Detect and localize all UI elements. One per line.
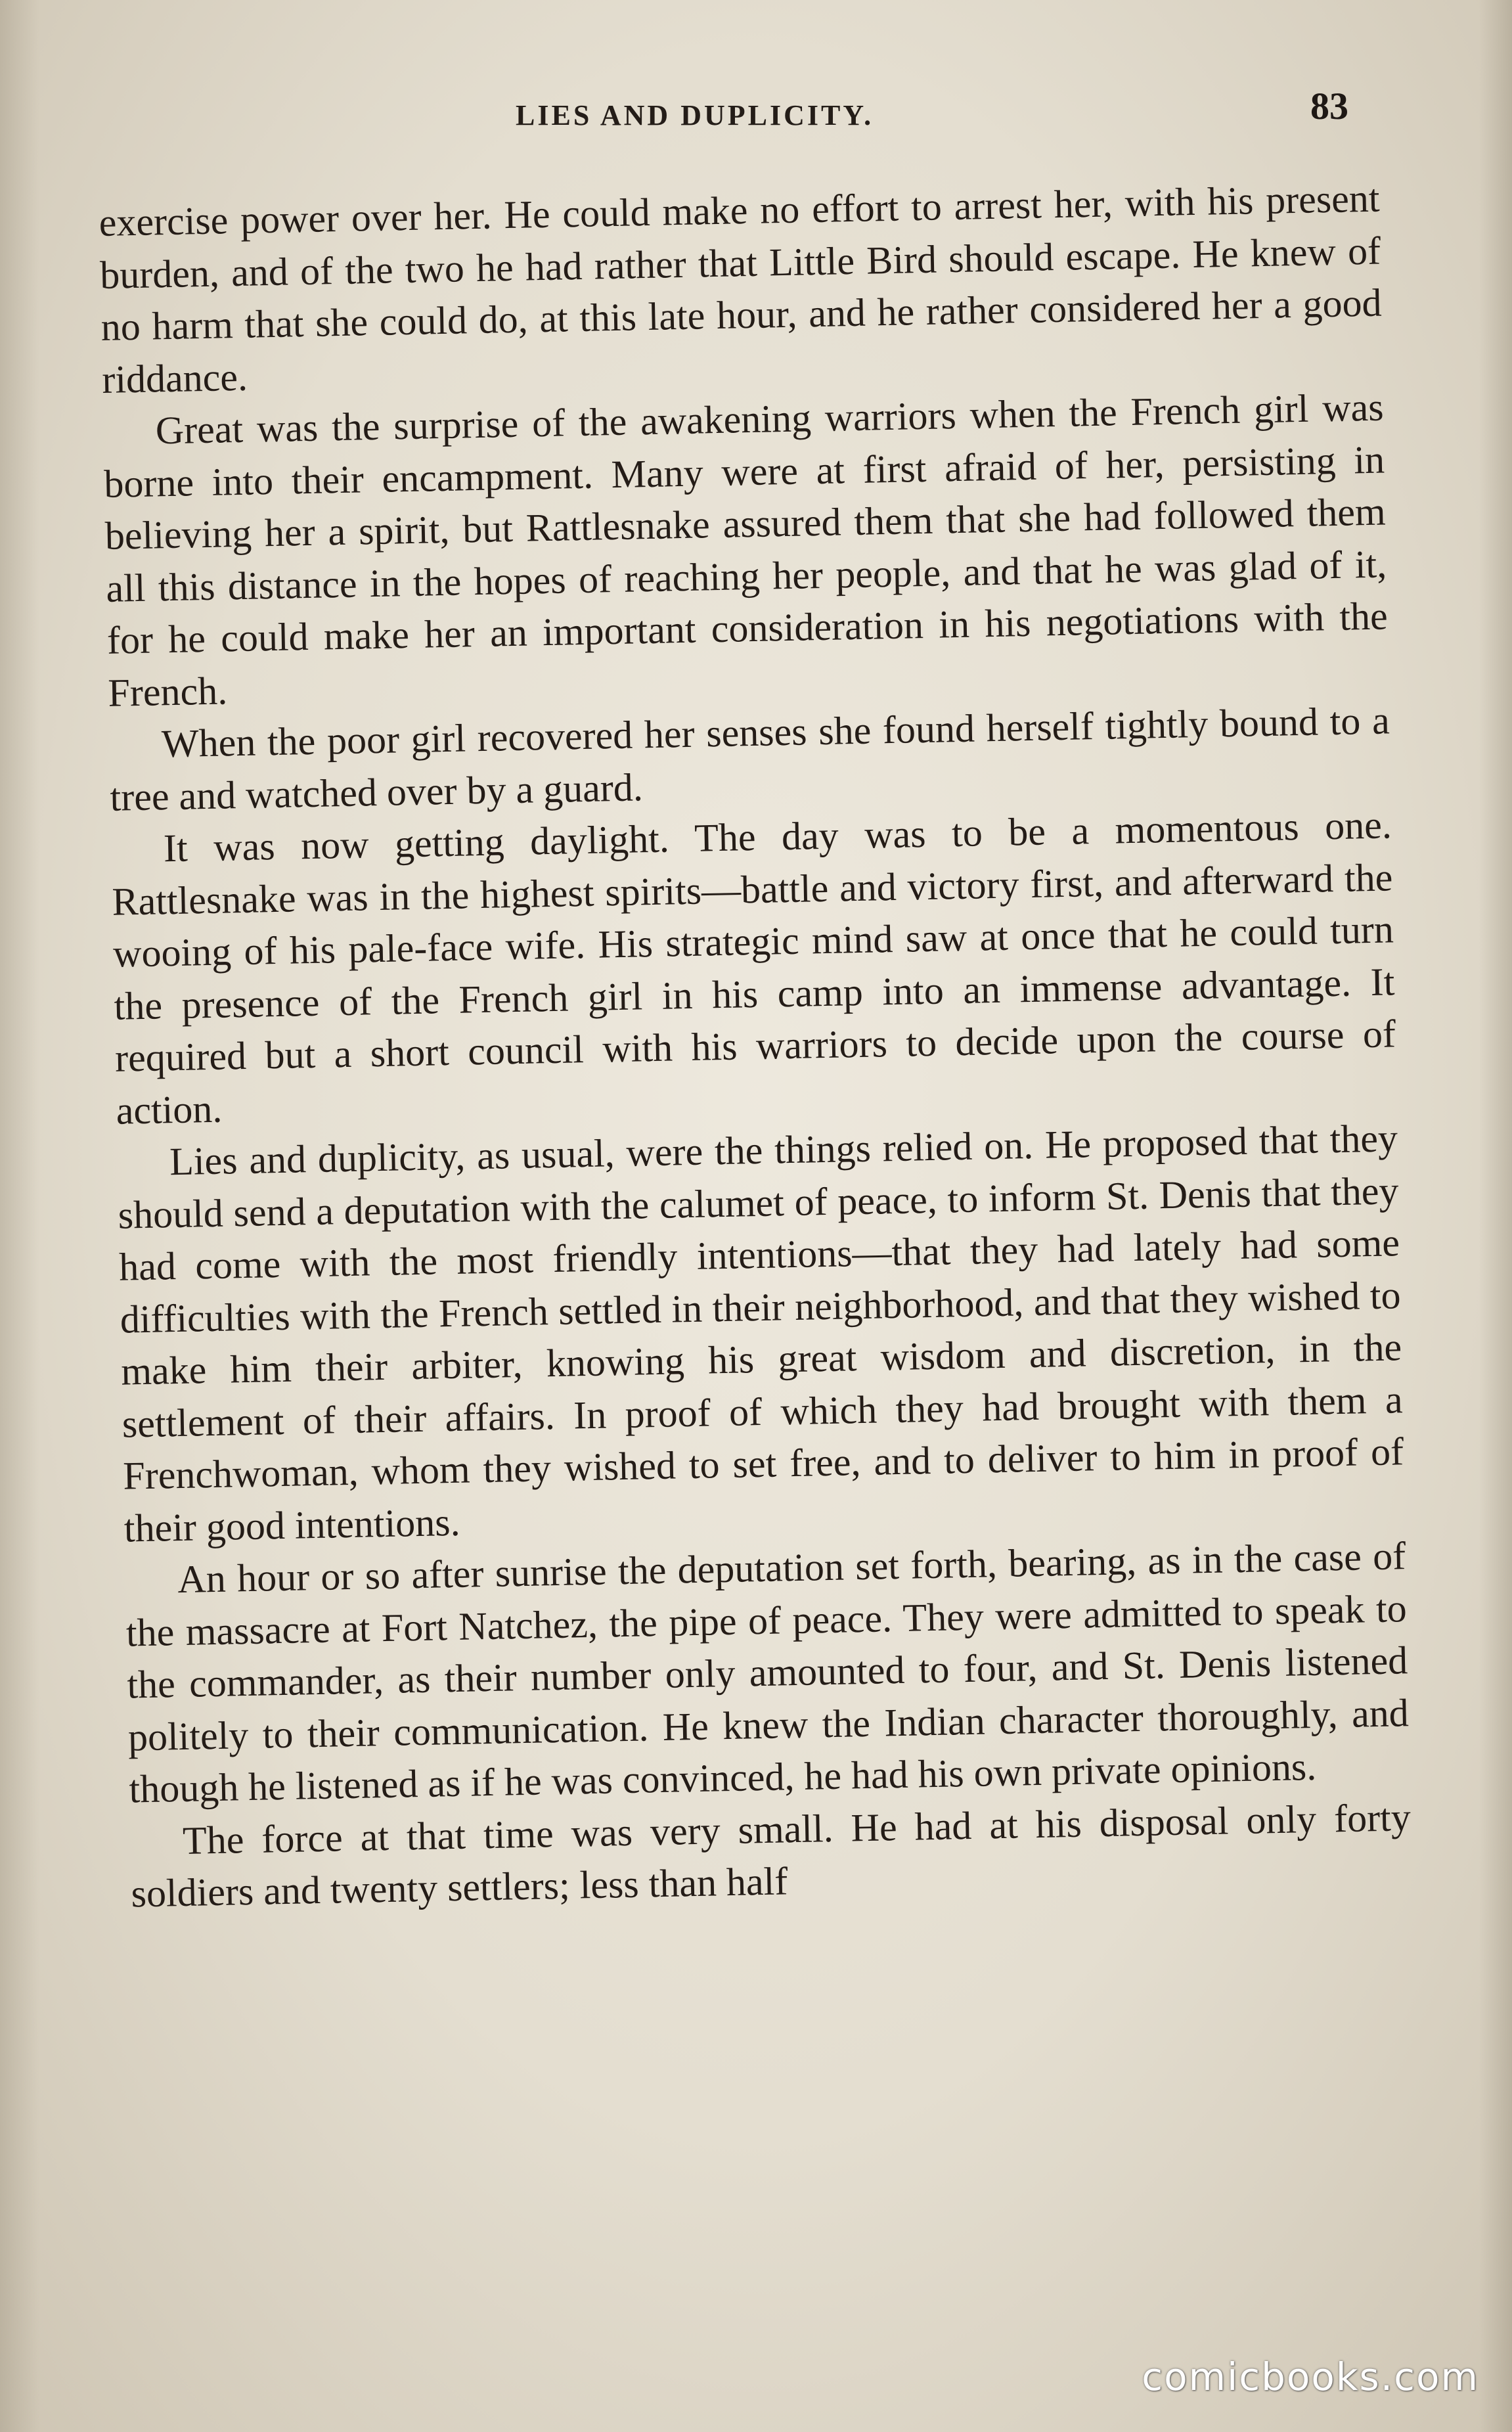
paragraph: Great was the surprise of the awakening warriors when the French girl was borne into their encampment. Many were at first afraid of her, persisting in believing her a spirit, but Rattlesnake assured them that she had followed them all this distance in the hopes of reaching her people, and that he was glad of it, for he could make her an important consideration in his negotiations with the French. bbox=[103, 385, 1389, 715]
paragraph: When the poor girl recovered her senses she found herself tightly bound to a tree and watched over by a guard. bbox=[109, 698, 1390, 819]
running-head-title: LIES AND DUPLICITY. bbox=[516, 99, 874, 131]
site-watermark: comicbooks.com bbox=[1142, 2354, 1479, 2399]
page-body-text bbox=[99, 173, 1412, 1920]
page-number: 83 bbox=[1310, 85, 1348, 127]
paragraph: An hour or so after sunrise the deputation set forth, bearing, as in the case of the massacre at Fort Natchez, the pipe of peace. They were admitted to speak to the commander, as their number only amounted to four, and St. Denis listened politely to their communication. He knew the Indian character thoroughly, and though he listened as if he was convinced, he had his own private opinions. bbox=[125, 1534, 1410, 1811]
paragraph: Lies and duplicity, as usual, were the things relied on. He proposed that they should send a deputation with the calumet of peace, to inform St. Denis that they had come with the most friendly intentions—that they had lately had some difficulties with the French settled in their neighborhood, and that they wished to make him their arbiter, knowing his great wisdom and discretion, in the settlement of their affairs. In proof of which they had brought with them a Frenchwoman, whom they wished to set free, and to deliver to him in proof of their good intentions. bbox=[118, 1116, 1404, 1550]
paragraph: It was now getting daylight. The day was to be a momentous one. Rattlesnake was in the highest spirits—battle and victory first, and afterward the wooing of his pale-face wife. His strategic mind saw at once that he could turn the presence of the French girl in his camp into an immense advantage. It required but a short council with his warriors to decide upon the course of action. bbox=[111, 803, 1396, 1133]
paragraph-continued: exercise power over her. He could make no effort to arrest her, with his present burden, and of the two he had rather that Little Bird should escape. He knew of no harm that she could do, at this late hour, and he rather considered her a good riddance. bbox=[99, 176, 1383, 401]
paragraph: The force at that time was very small. He had at his disposal only forty soldiers and twenty settlers; less than half bbox=[130, 1795, 1412, 1916]
